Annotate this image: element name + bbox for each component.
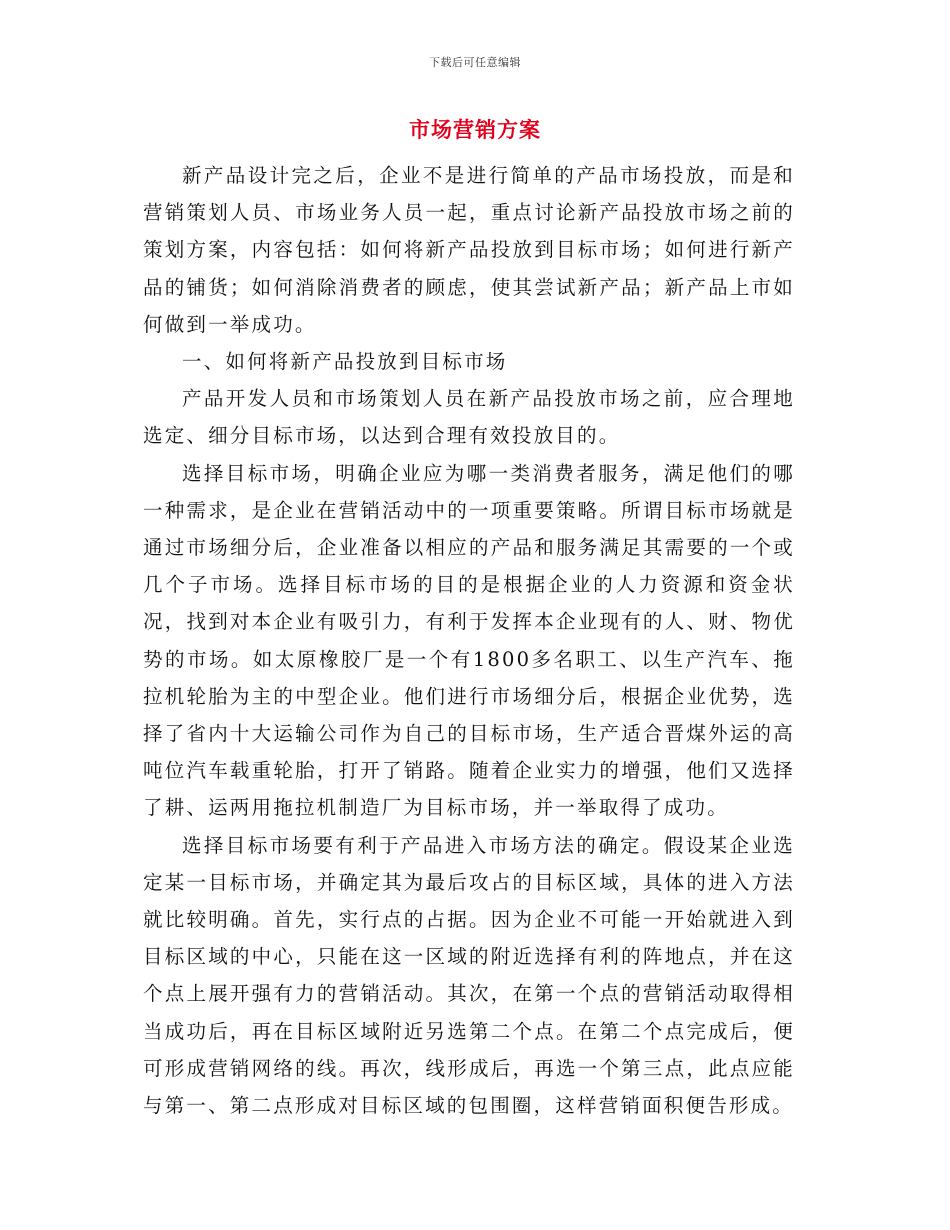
document-body [143,157,795,1124]
paragraph-entry-method: 选择目标市场要有利于产品进入市场方法的确定。假设某企业选定某一目标市场，并确定其为最后攻占的目标区域，具体的进入方法就比较明确。首先，实行点的占据。因为企业不可能一开始就进入到目标区域的中心，只能在这一区域的附近选择有利的阵地点，并在这个点上展开强有力的营销活动。其次，在第一个点的营销活动取得相当成功后，再在目标区域附近另选第二个点。在第二个点完成后，便可形成营销网络的线。再次，线形成后，再选一个第三点，此点应能与第一、第二点形成对目标区域的包围圈，这样营销面积便告形成。 [143,833,795,1118]
header-note: 下载后可任意编辑 [429,56,521,69]
document-title: 市场营销方案 [409,117,541,142]
paragraph-select-market: 选择目标市场，明确企业应为哪一类消费者服务，满足他们的哪一种需求，是企业在营销活动中的一项重要策略。所谓目标市场就是通过市场细分后，企业准备以相应的产品和服务满足其需要的一个或几个子市场。选择目标市场的目的是根据企业的人力资源和资金状况，找到对本企业有吸引力，有利于发挥本企业现有的人、财、物优势的市场。如太原橡胶厂是一个有1800多名职工、以生产汽车、拖拉机轮胎为主的中型企业。他们进行市场细分后，根据企业优势，选择了省内十大运输公司作为自己的目标市场，生产适合晋煤外运的高吨位汽车载重轮胎，打开了销路。随着企业实力的增强，他们又选择了耕、运两用拖拉机制造厂为目标市场，并一举取得了成功。 [143,461,795,820]
paragraph-intro: 新产品设计完之后，企业不是进行简单的产品市场投放，而是和营销策划人员、市场业务人员一起，重点讨论新产品投放市场之前的策划方案，内容包括：如何将新产品投放到目标市场；如何进行新产品的铺货；如何消除消费者的顾虑，使其尝试新产品；新产品上市如何做到一举成功。 [143,164,795,336]
section-heading-1: 一、如何将新产品投放到目标市场 [182,350,508,374]
paragraph-target-market: 产品开发人员和市场策划人员在新产品投放市场之前，应合理地选定、细分目标市场，以达到合理有效投放目的。 [143,387,795,448]
